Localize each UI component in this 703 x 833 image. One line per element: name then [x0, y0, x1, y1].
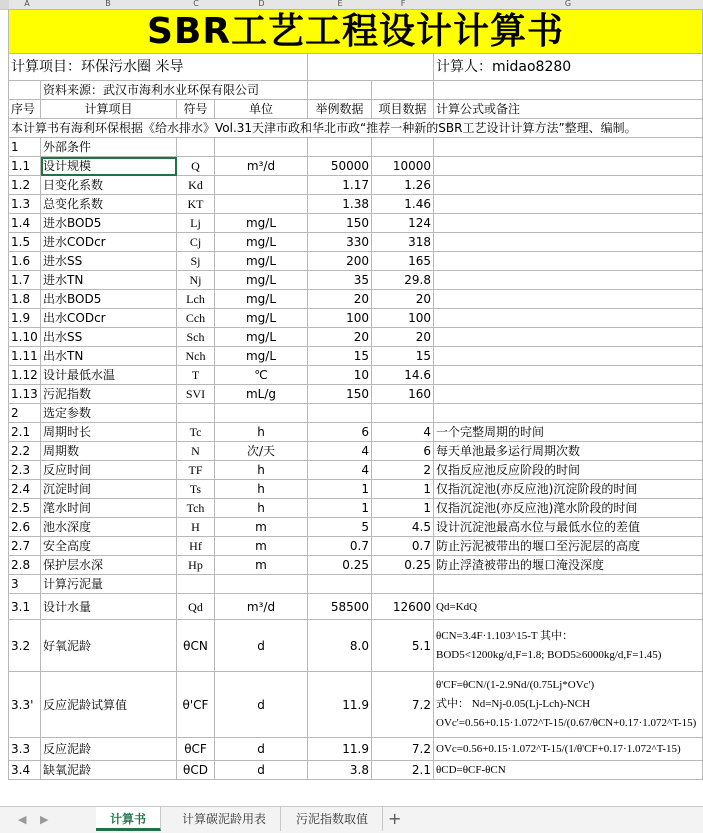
row-example[interactable]: 50000	[308, 157, 372, 176]
row-unit[interactable]: d	[215, 761, 308, 780]
scroll-left-icon[interactable]: ◀	[18, 813, 27, 826]
tab-carbon-sludge-age[interactable]: 计算碳泥龄用表	[168, 807, 281, 831]
row-no[interactable]: 3.2	[9, 620, 41, 672]
row-data[interactable]: 15	[372, 347, 434, 366]
row-data[interactable]: 4	[372, 423, 434, 442]
row-data[interactable]: 2.1	[372, 761, 434, 780]
empty-cell[interactable]	[434, 138, 703, 157]
row-data[interactable]: 6	[372, 442, 434, 461]
section-name[interactable]: 选定参数	[41, 404, 177, 423]
row-symbol[interactable]: Cch	[177, 309, 215, 328]
row-item[interactable]: 缺氧泥龄	[41, 761, 177, 780]
row-no[interactable]: 2.8	[9, 556, 41, 575]
empty-cell[interactable]	[434, 81, 703, 100]
formula-line: OVc'=0.56+0.15·1.072^T-15/(0.67/θCN+0.17·1.072^T-15)	[436, 717, 697, 729]
row-note[interactable]: 一个完整周期的时间	[434, 423, 703, 442]
row-item[interactable]: 池水深度	[41, 518, 177, 537]
row-item[interactable]: 出水TN	[41, 347, 177, 366]
row-symbol[interactable]: H	[177, 518, 215, 537]
row-data[interactable]: 10000	[372, 157, 434, 176]
row-no[interactable]: 1.11	[9, 347, 41, 366]
row-data[interactable]: 165	[372, 252, 434, 271]
row-item[interactable]: 周期数	[41, 442, 177, 461]
header-note[interactable]: 计算公式或备注	[434, 100, 703, 119]
row-no[interactable]: 1.4	[9, 214, 41, 233]
row-symbol[interactable]: θCN	[177, 620, 215, 672]
row-item[interactable]: 滗水时间	[41, 499, 177, 518]
row-data[interactable]: 160	[372, 385, 434, 404]
empty-cell[interactable]	[434, 404, 703, 423]
row-no[interactable]: 2.1	[9, 423, 41, 442]
row-unit[interactable]: 次/天	[215, 442, 308, 461]
tab-calculation[interactable]: 计算书	[96, 807, 161, 831]
row-data[interactable]: 1	[372, 480, 434, 499]
column-header-c[interactable]: C	[193, 0, 199, 8]
row-item[interactable]: 进水SS	[41, 252, 177, 271]
row-symbol[interactable]: Kd	[177, 176, 215, 195]
row-unit[interactable]: h	[215, 499, 308, 518]
row-note[interactable]	[434, 214, 703, 233]
row-symbol[interactable]: θCF	[177, 738, 215, 761]
empty-cell[interactable]	[215, 138, 308, 157]
row-example[interactable]: 200	[308, 252, 372, 271]
row-data[interactable]: 29.8	[372, 271, 434, 290]
row-item[interactable]: 进水TN	[41, 271, 177, 290]
row-data[interactable]: 20	[372, 328, 434, 347]
formula-line: θ'CF=θCN/(1-2.9Nd/(0.75Lj*OVc')	[436, 679, 595, 691]
empty-cell[interactable]	[308, 81, 372, 100]
row-symbol[interactable]: Lj	[177, 214, 215, 233]
empty-cell[interactable]	[215, 575, 308, 594]
row-symbol[interactable]: Hp	[177, 556, 215, 575]
row-no[interactable]: 1.7	[9, 271, 41, 290]
row-note[interactable]: 设计沉淀池最高水位与最低水位的差值	[434, 518, 703, 537]
row-unit[interactable]: mg/L	[215, 347, 308, 366]
empty-cell[interactable]	[372, 138, 434, 157]
formula-line: 式中： Nd=Nj-0.05(Lj-Lch)-NCH	[436, 698, 591, 710]
row-note[interactable]: θCD=θCF-θCN	[434, 761, 703, 780]
row-data[interactable]: 2	[372, 461, 434, 480]
row-example[interactable]: 100	[308, 309, 372, 328]
row-example[interactable]: 20	[308, 290, 372, 309]
calculator-cell[interactable]: 计算人：midao8280	[434, 54, 703, 81]
row-data[interactable]: 124	[372, 214, 434, 233]
row-example[interactable]: 11.9	[308, 672, 372, 738]
row-item[interactable]: 保护层水深	[41, 556, 177, 575]
row-symbol[interactable]: Sj	[177, 252, 215, 271]
row-no[interactable]: 1.3	[9, 195, 41, 214]
row-unit[interactable]: m³/d	[215, 157, 308, 176]
row-symbol[interactable]: θCD	[177, 761, 215, 780]
row-example[interactable]: 58500	[308, 594, 372, 620]
row-symbol[interactable]: Nj	[177, 271, 215, 290]
row-example[interactable]: 1	[308, 499, 372, 518]
row-symbol[interactable]: Tch	[177, 499, 215, 518]
row-symbol[interactable]: Qd	[177, 594, 215, 620]
row-example[interactable]: 150	[308, 385, 372, 404]
row-note[interactable]: 每天单池最多运行周期次数	[434, 442, 703, 461]
row-item[interactable]: 出水SS	[41, 328, 177, 347]
row-symbol[interactable]: Sch	[177, 328, 215, 347]
row-unit[interactable]: ℃	[215, 366, 308, 385]
row-note[interactable]: 防止污泥被带出的堰口至污泥层的高度	[434, 537, 703, 556]
row-no[interactable]: 2.7	[9, 537, 41, 556]
row-unit[interactable]: mL/g	[215, 385, 308, 404]
row-data[interactable]: 1.46	[372, 195, 434, 214]
column-header-f[interactable]: F	[400, 0, 406, 8]
row-item[interactable]: 设计规模	[41, 157, 177, 176]
empty-cell[interactable]	[434, 575, 703, 594]
empty-cell[interactable]	[215, 404, 308, 423]
row-note[interactable]	[434, 252, 703, 271]
row-example[interactable]: 15	[308, 347, 372, 366]
row-example[interactable]: 8.0	[308, 620, 372, 672]
row-symbol[interactable]: TF	[177, 461, 215, 480]
row-example[interactable]: 330	[308, 233, 372, 252]
row-example[interactable]: 20	[308, 328, 372, 347]
row-symbol[interactable]: Tc	[177, 423, 215, 442]
row-unit[interactable]: m	[215, 556, 308, 575]
row-unit[interactable]: mg/L	[215, 309, 308, 328]
row-item[interactable]: 日变化系数	[41, 176, 177, 195]
empty-cell[interactable]	[308, 575, 372, 594]
section-name[interactable]: 外部条件	[41, 138, 177, 157]
row-no[interactable]: 2.5	[9, 499, 41, 518]
row-symbol[interactable]: Ts	[177, 480, 215, 499]
empty-cell[interactable]	[177, 575, 215, 594]
row-data[interactable]: 1	[372, 499, 434, 518]
row-example[interactable]: 4	[308, 442, 372, 461]
section-no[interactable]: 3	[9, 575, 41, 594]
row-no[interactable]: 3.3'	[9, 672, 41, 738]
row-data[interactable]: 0.7	[372, 537, 434, 556]
row-example[interactable]: 4	[308, 461, 372, 480]
add-sheet-icon[interactable]: +	[388, 809, 402, 828]
row-unit[interactable]: mg/L	[215, 328, 308, 347]
row-item[interactable]: 反应泥龄试算值	[41, 672, 177, 738]
row-unit[interactable]: h	[215, 423, 308, 442]
scroll-right-icon[interactable]: ▶	[40, 813, 49, 826]
row-unit[interactable]: m	[215, 518, 308, 537]
row-note[interactable]	[434, 271, 703, 290]
empty-cell[interactable]	[308, 54, 434, 81]
spreadsheet-grid	[8, 9, 703, 780]
row-unit[interactable]: h	[215, 461, 308, 480]
column-header-d[interactable]: D	[258, 0, 265, 8]
row-data[interactable]: 20	[372, 290, 434, 309]
row-example[interactable]: 10	[308, 366, 372, 385]
row-symbol[interactable]: SVI	[177, 385, 215, 404]
row-item[interactable]: 出水CODcr	[41, 309, 177, 328]
formula-line: θCN=3.4F·1.103^15-T 其中：	[436, 629, 574, 642]
row-symbol[interactable]: Nch	[177, 347, 215, 366]
row-no[interactable]: 3.3	[9, 738, 41, 761]
column-header-a[interactable]: A	[24, 0, 30, 8]
row-note[interactable]	[434, 366, 703, 385]
row-note[interactable]: 仅指沉淀池(亦反应池)沉淀阶段的时间	[434, 480, 703, 499]
row-note[interactable]	[434, 620, 703, 672]
source-cell[interactable]: 资料来源：武汉市海利水业环保有限公司	[41, 81, 308, 100]
row-no[interactable]: 1.13	[9, 385, 41, 404]
empty-cell[interactable]	[372, 404, 434, 423]
header-unit[interactable]: 单位	[215, 100, 308, 119]
row-unit[interactable]: m	[215, 537, 308, 556]
row-note[interactable]	[434, 176, 703, 195]
row-unit[interactable]: mg/L	[215, 271, 308, 290]
row-example[interactable]: 5	[308, 518, 372, 537]
row-no[interactable]: 2.6	[9, 518, 41, 537]
row-data[interactable]: 12600	[372, 594, 434, 620]
row-data[interactable]: 0.25	[372, 556, 434, 575]
row-note[interactable]: 仅指反应池反应阶段的时间	[434, 461, 703, 480]
row-no[interactable]: 1.2	[9, 176, 41, 195]
empty-cell[interactable]	[308, 138, 372, 157]
row-item[interactable]: 进水BOD5	[41, 214, 177, 233]
section-no[interactable]: 1	[9, 138, 41, 157]
row-item[interactable]: 进水CODcr	[41, 233, 177, 252]
row-item[interactable]: 出水BOD5	[41, 290, 177, 309]
row-note[interactable]	[434, 328, 703, 347]
row-note[interactable]	[434, 672, 703, 738]
header-no[interactable]: 序号	[9, 100, 41, 119]
row-unit[interactable]: h	[215, 480, 308, 499]
row-data[interactable]: 7.2	[372, 672, 434, 738]
row-note[interactable]	[434, 385, 703, 404]
row-item[interactable]: 设计最低水温	[41, 366, 177, 385]
section-name[interactable]: 计算污泥量	[41, 575, 177, 594]
intro-cell[interactable]: 本计算书有海利环保根据《给水排水》Vol.31天津市政和华北市政“推荐一种新的SBR工艺设计计算方法”整理、编制。	[9, 119, 703, 138]
row-no[interactable]: 1.6	[9, 252, 41, 271]
row-item[interactable]: 好氧泥龄	[41, 620, 177, 672]
row-note[interactable]: 仅指沉淀池(亦反应池)滗水阶段的时间	[434, 499, 703, 518]
empty-cell[interactable]	[177, 138, 215, 157]
row-unit[interactable]: mg/L	[215, 233, 308, 252]
header-item[interactable]: 计算项目	[41, 100, 177, 119]
empty-cell[interactable]	[177, 404, 215, 423]
section-no[interactable]: 2	[9, 404, 41, 423]
row-no[interactable]: 2.4	[9, 480, 41, 499]
row-item[interactable]: 污泥指数	[41, 385, 177, 404]
select-all-corner[interactable]	[0, 0, 9, 9]
row-example[interactable]: 1	[308, 480, 372, 499]
row-data[interactable]: 7.2	[372, 738, 434, 761]
row-no[interactable]: 1.12	[9, 366, 41, 385]
row-data[interactable]: 100	[372, 309, 434, 328]
row-unit[interactable]: mg/L	[215, 214, 308, 233]
row-note[interactable]	[434, 347, 703, 366]
empty-cell[interactable]	[372, 575, 434, 594]
row-note[interactable]: Qd=KdQ	[434, 594, 703, 620]
row-note[interactable]	[434, 233, 703, 252]
row-symbol[interactable]: Hf	[177, 537, 215, 556]
empty-cell[interactable]	[372, 81, 434, 100]
row-example[interactable]: 0.25	[308, 556, 372, 575]
tab-sludge-index[interactable]: 污泥指数取值	[282, 807, 383, 831]
row-data[interactable]: 318	[372, 233, 434, 252]
row-example[interactable]: 1.17	[308, 176, 372, 195]
row-unit[interactable]	[215, 176, 308, 195]
row-unit[interactable]: m³/d	[215, 594, 308, 620]
row-no[interactable]: 1.9	[9, 309, 41, 328]
row-no[interactable]: 1.1	[9, 157, 41, 176]
row-symbol[interactable]: N	[177, 442, 215, 461]
row-item[interactable]: 周期时长	[41, 423, 177, 442]
row-no[interactable]: 3.4	[9, 761, 41, 780]
row-data[interactable]: 1.26	[372, 176, 434, 195]
row-unit[interactable]: d	[215, 620, 308, 672]
row-unit[interactable]: d	[215, 672, 308, 738]
row-no[interactable]: 2.2	[9, 442, 41, 461]
row-example[interactable]: 3.8	[308, 761, 372, 780]
row-item[interactable]: 反应泥龄	[41, 738, 177, 761]
row-example[interactable]: 0.7	[308, 537, 372, 556]
row-example[interactable]: 6	[308, 423, 372, 442]
row-note[interactable]	[434, 195, 703, 214]
row-item[interactable]: 总变化系数	[41, 195, 177, 214]
row-example[interactable]: 35	[308, 271, 372, 290]
row-symbol[interactable]: T	[177, 366, 215, 385]
row-no[interactable]: 3.1	[9, 594, 41, 620]
project-cell[interactable]: 计算项目：环保污水圈 米导	[9, 54, 308, 81]
column-header-b[interactable]: B	[105, 0, 111, 8]
row-data[interactable]: 14.6	[372, 366, 434, 385]
formula-line: BOD5<1200kg/d,F=1.8; BOD5≥6000kg/d,F=1.45)	[436, 648, 662, 661]
row-symbol[interactable]: Lch	[177, 290, 215, 309]
row-symbol[interactable]: θ'CF	[177, 672, 215, 738]
row-item[interactable]: 反应时间	[41, 461, 177, 480]
row-data[interactable]: 5.1	[372, 620, 434, 672]
row-item[interactable]: 沉淀时间	[41, 480, 177, 499]
row-symbol[interactable]: Cj	[177, 233, 215, 252]
empty-cell[interactable]	[9, 81, 41, 100]
row-example[interactable]: 150	[308, 214, 372, 233]
row-note[interactable]	[434, 309, 703, 328]
row-example[interactable]: 11.9	[308, 738, 372, 761]
row-note[interactable]: 防止浮渣被带出的堰口淹没深度	[434, 556, 703, 575]
row-data[interactable]: 4.5	[372, 518, 434, 537]
row-no[interactable]: 1.5	[9, 233, 41, 252]
row-no[interactable]: 1.8	[9, 290, 41, 309]
row-unit[interactable]	[215, 195, 308, 214]
row-example[interactable]: 1.38	[308, 195, 372, 214]
row-item[interactable]: 设计水量	[41, 594, 177, 620]
row-unit[interactable]: mg/L	[215, 290, 308, 309]
column-header-g[interactable]: G	[564, 0, 572, 8]
row-note[interactable]: OVc=0.56+0.15·1.072^T-15/(1/θ'CF+0.17·1.072^T-15)	[434, 738, 703, 761]
row-note[interactable]	[434, 157, 703, 176]
row-no[interactable]: 1.10	[9, 328, 41, 347]
sheet-tab-bar	[0, 806, 703, 833]
row-note[interactable]	[434, 290, 703, 309]
row-no[interactable]: 2.3	[9, 461, 41, 480]
sheet-title[interactable]: SBR工艺工程设计计算书	[9, 10, 703, 54]
row-symbol[interactable]: KT	[177, 195, 215, 214]
row-unit[interactable]: d	[215, 738, 308, 761]
row-symbol[interactable]: Q	[177, 157, 215, 176]
column-header-e[interactable]: E	[337, 0, 343, 8]
row-unit[interactable]: mg/L	[215, 252, 308, 271]
header-symbol[interactable]: 符号	[177, 100, 215, 119]
empty-cell[interactable]	[308, 404, 372, 423]
row-item[interactable]: 安全高度	[41, 537, 177, 556]
header-example[interactable]: 举例数据	[308, 100, 372, 119]
header-data[interactable]: 项目数据	[372, 100, 434, 119]
